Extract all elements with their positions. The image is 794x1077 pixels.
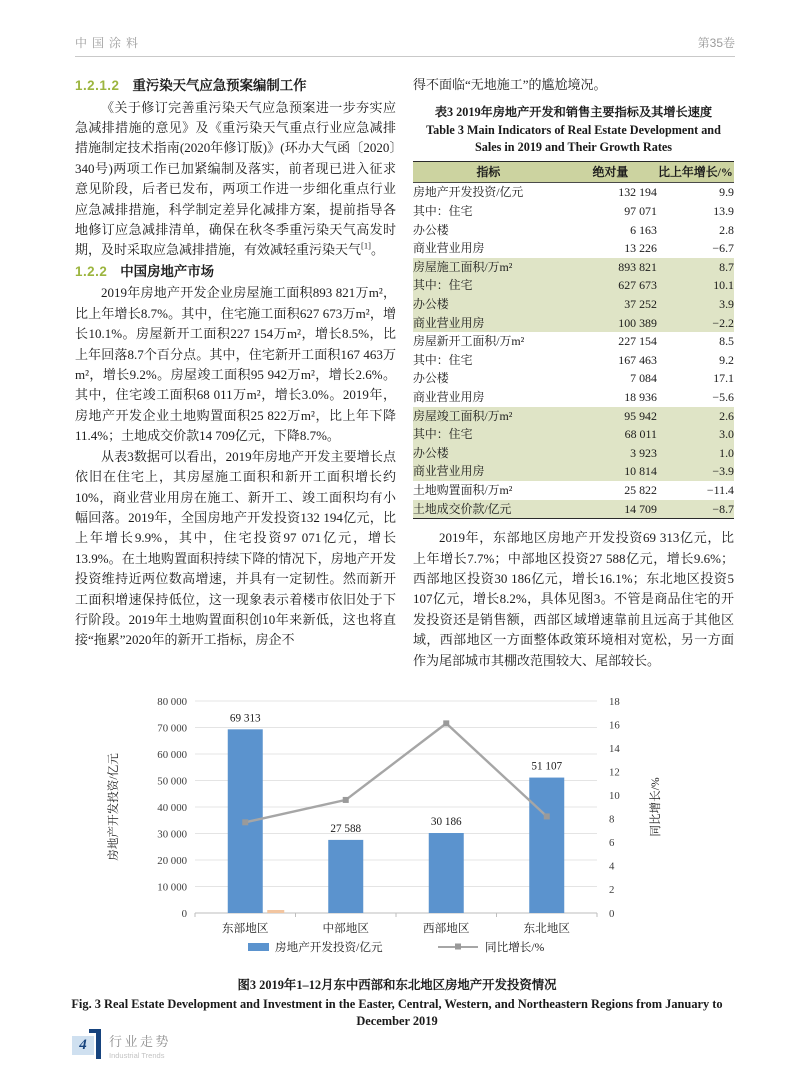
footer-section-sublabel: Industrial Trends — [109, 1051, 165, 1060]
absolute-value: 132 194 — [618, 185, 657, 200]
absolute-value: 37 252 — [624, 296, 657, 311]
section-heading-1212 — [75, 76, 396, 97]
section-number: 1.2.1.2 — [75, 78, 120, 93]
citation-ref: [1] — [361, 241, 371, 252]
indicator-label: 其中：住宅 — [413, 427, 473, 442]
growth-value: 1.0 — [719, 445, 734, 460]
table-row — [413, 388, 734, 407]
x-category-label: 西部地区 — [423, 921, 470, 935]
table-row — [413, 369, 734, 388]
left-axis-tick: 50 000 — [157, 775, 187, 788]
growth-value: 2.8 — [719, 222, 734, 237]
x-category-label: 东部地区 — [222, 921, 269, 935]
footer-bar-decoration — [96, 1029, 101, 1059]
left-axis-tick: 30 000 — [157, 828, 187, 841]
indicator-label: 商业营业用房 — [413, 464, 485, 479]
indicator-label: 土地购置面积/万m² — [413, 482, 513, 497]
indicator-label: 办公楼 — [413, 445, 449, 460]
absolute-value: 14 709 — [624, 501, 657, 516]
indicator-label: 房屋竣工面积/万m² — [413, 408, 513, 423]
absolute-value: 6 163 — [630, 222, 657, 237]
table-row — [413, 332, 734, 351]
table-row — [413, 183, 734, 202]
paragraph: 得不面临“无地施工”的尴尬境况。 — [413, 77, 607, 92]
growth-value: −2.2 — [712, 315, 734, 330]
volume-number: 第35卷 — [697, 36, 735, 50]
growth-value: 17.1 — [713, 371, 734, 386]
footer-section-label: 行业走势 — [109, 1034, 172, 1049]
legend-bar-label: 房地产开发投资/亿元 — [275, 940, 383, 954]
absolute-value: 10 814 — [624, 464, 657, 479]
page-number-box — [72, 1036, 94, 1055]
bar-value-label: 51 107 — [531, 760, 563, 773]
table-row — [413, 500, 734, 519]
growth-value: 9.2 — [719, 352, 734, 367]
indicator-label: 房地产开发投资/亿元 — [413, 185, 524, 200]
table-col-header: 指标 — [476, 165, 501, 180]
paragraph-text: 《关于修订完善重污染天气应急预案进一步夯实应急减排措施的意见》及《重污染天气重点行业应急减排措施制定技术指南(2020年修订版)》(环办大气函〔2020〕340号)两项工作已加紧编制及落实，前者现已进入征求意见阶段，后者已发布，两项工作进一步细化重点行业应急减排措施，科学制定差异化减排方案，提前指导各地修订应急减排清单，确保在秋冬季重污染天气高发时期，及时采取应急减排措施，有效减轻重污染天气 — [75, 99, 396, 258]
investment-chart — [77, 681, 717, 973]
growth-value: −6.7 — [712, 241, 734, 256]
growth-value: 8.5 — [719, 334, 734, 349]
table-row — [413, 425, 734, 444]
indicator-label: 办公楼 — [413, 296, 449, 311]
right-axis-tick: 10 — [609, 789, 620, 802]
absolute-value: 627 673 — [618, 278, 657, 293]
stray-orange-mark — [267, 910, 284, 913]
absolute-value: 893 821 — [618, 259, 657, 274]
table-caption-en: Table 3 Main Indicators of Real Estate Development and Sales in 2019 and Their Growth Rates — [426, 123, 721, 154]
growth-value: −5.6 — [712, 389, 734, 404]
left-axis-tick: 40 000 — [157, 801, 187, 814]
absolute-value: 100 389 — [618, 315, 657, 330]
journal-name: 中国涂料 — [75, 36, 144, 50]
absolute-value: 227 154 — [618, 334, 657, 349]
table-row — [413, 276, 734, 295]
right-axis-tick: 2 — [609, 884, 615, 897]
indicator-label: 办公楼 — [413, 371, 449, 386]
right-axis-tick: 4 — [609, 860, 615, 873]
table-caption-zh: 表3 2019年房地产开发和销售主要指标及其增长速度 — [434, 105, 713, 120]
indicator-label: 商业营业用房 — [413, 389, 485, 404]
growth-value: −3.9 — [712, 464, 734, 479]
figure-caption-en: Fig. 3 Real Estate Development and Investment in the Easter, Central, Western, and Northeastern Regions from January to December 2019 — [71, 996, 723, 1029]
absolute-value: 25 822 — [624, 482, 657, 497]
section-title: 重污染天气应急预案编制工作 — [132, 78, 307, 93]
bar-value-label: 27 588 — [330, 822, 362, 835]
growth-value: −8.7 — [712, 501, 734, 516]
absolute-value: 167 463 — [618, 352, 657, 367]
right-axis-tick: 12 — [609, 766, 620, 779]
indicator-label: 其中：住宅 — [413, 204, 473, 218]
section-number: 1.2.2 — [75, 263, 108, 279]
right-axis-tick: 16 — [609, 719, 620, 732]
x-category-label: 东北地区 — [523, 921, 570, 935]
indicator-label: 商业营业用房 — [413, 315, 485, 330]
footer-logo — [72, 1029, 171, 1061]
absolute-value: 97 071 — [624, 204, 657, 218]
two-column-body — [75, 75, 735, 671]
indicator-label: 房屋新开工面积/万m² — [413, 334, 525, 349]
paragraph-text: 。 — [370, 242, 384, 258]
figure-3 — [0, 681, 794, 1031]
right-axis-title: 同比增长/% — [649, 777, 662, 837]
line-marker — [443, 720, 449, 726]
legend-line-label: 同比增长/% — [485, 940, 545, 954]
left-column — [75, 75, 396, 671]
line-marker — [544, 813, 550, 819]
bar-东北地区 — [529, 778, 564, 913]
growth-value: 13.9 — [713, 204, 734, 218]
paragraph: 2019年房地产开发企业房屋施工面积893 821万m²，比上年增长8.7%。其中，住宅施工面积627 673万m²，增长10.1%。房屋新开工面积227 154万m²，增长8.5%，比上年回落8.7个百分点。其中，住宅新开工面积167 463万m²，增长9.2%。房屋竣工面积95 942万m²，增长2.6%。其中，住宅竣工面积68 011万m²，增长3.0%。2019年，房地产开发企业土地购置面积25 822万m²，比上年下降11.4%；土地成交价款14 709亿元，下降8.7%。 — [75, 285, 396, 444]
table-row — [413, 351, 734, 370]
right-axis-tick: 0 — [609, 907, 615, 920]
running-head — [75, 34, 735, 57]
left-axis-tick: 80 000 — [157, 695, 187, 708]
growth-value: 3.9 — [719, 296, 734, 311]
indicator-label: 办公楼 — [413, 222, 449, 237]
x-category-label: 中部地区 — [322, 921, 369, 935]
table-row — [413, 462, 734, 481]
left-axis-tick: 20 000 — [157, 854, 187, 867]
paragraph: 2019年，东部地区房地产开发投资69 313亿元，比上年增长7.7%；中部地区投资27 588亿元，增长9.6%；西部地区投资30 186亿元，增长16.1%；东北地区投资5 107亿元，增长8.2%，具体见图3。不管是商品住宅的开发投资还是销售额，西部区域增速靠前且远高于其他区域，西部地区一方面整体政策环境相对宽松，另一方面作为尾部城市其棚改范围较大、尾部较长。 — [413, 530, 734, 668]
growth-value: 2.6 — [719, 408, 734, 423]
absolute-value: 18 936 — [624, 389, 657, 404]
absolute-value: 95 942 — [624, 408, 657, 423]
bar-中部地区 — [328, 840, 363, 913]
table-col-header: 绝对量 — [592, 165, 629, 180]
bar-西部地区 — [429, 833, 464, 913]
table-row — [413, 407, 734, 426]
page-number: 4 — [79, 1037, 87, 1053]
table-row — [413, 239, 734, 258]
growth-value: 3.0 — [719, 427, 734, 442]
absolute-value: 7 084 — [630, 371, 657, 386]
bar-value-label: 69 313 — [229, 712, 261, 725]
line-marker — [242, 819, 248, 825]
figure-caption-zh: 图3 2019年1–12月东中西部和东北地区房地产开发投资情况 — [237, 977, 557, 992]
absolute-value: 13 226 — [624, 241, 657, 256]
absolute-value: 3 923 — [630, 445, 657, 460]
right-axis-tick: 6 — [609, 837, 615, 850]
indicator-label: 房屋施工面积/万m² — [413, 259, 513, 274]
table-header-row — [413, 162, 734, 183]
section-heading-122 — [75, 262, 396, 283]
table-col-header: 比上年增长/% — [658, 165, 733, 180]
table-row — [413, 202, 734, 221]
growth-value: 8.7 — [719, 259, 734, 274]
table-row — [413, 258, 734, 277]
right-axis-tick: 8 — [609, 813, 615, 826]
left-axis-tick: 70 000 — [157, 722, 187, 735]
left-axis-tick: 0 — [181, 907, 187, 920]
left-axis-tick: 60 000 — [157, 748, 187, 761]
table-row — [413, 221, 734, 240]
table-row — [413, 314, 734, 333]
right-axis-tick: 18 — [609, 695, 620, 708]
left-axis-title: 房地产开发投资/亿元 — [107, 753, 120, 861]
growth-value: 9.9 — [719, 185, 734, 200]
paragraph — [75, 98, 396, 261]
left-axis-tick: 10 000 — [157, 881, 187, 894]
bar-value-label: 30 186 — [430, 815, 462, 828]
table-row — [413, 295, 734, 314]
absolute-value: 68 011 — [624, 427, 657, 442]
right-column — [413, 75, 734, 671]
indicator-label: 商业营业用房 — [413, 241, 485, 256]
table-row — [413, 444, 734, 463]
indicator-label: 其中：住宅 — [413, 278, 473, 293]
legend-line-marker — [455, 943, 461, 949]
growth-value: −11.4 — [706, 482, 734, 497]
growth-value: 10.1 — [713, 278, 734, 293]
footer-labels — [109, 1035, 171, 1061]
indicators-table — [413, 161, 734, 519]
paragraph: 从表3数据可以看出，2019年房地产开发主要增长点依旧在住宅上，其房屋施工面积和新开工面积增长约10%，商业营业用房在施工、新开工、竣工面积均有小幅回落。2019年，全国房地产开发投资132 194亿元，比上年增长9.9%，其中，住宅投资97 071亿元，增长13.9%。在土地购置面积持续下降的情况下，房地产开发投资维持近两位数高增速，并具有一定韧性。然而新开工面积增速保持低位，这一现象表示着楼市依旧处于下行阶段。2019年土地购置面积创10年来新低，这也将直接“拖累”2020年的新开工指标，房企不 — [75, 448, 396, 648]
table-row — [413, 481, 734, 500]
indicator-label: 其中：住宅 — [413, 352, 473, 367]
section-title: 中国房地产市场 — [120, 263, 215, 279]
line-marker — [343, 797, 349, 803]
indicator-label: 土地成交价款/亿元 — [413, 501, 512, 516]
legend-bar-swatch — [248, 943, 269, 951]
right-axis-tick: 14 — [609, 742, 620, 755]
